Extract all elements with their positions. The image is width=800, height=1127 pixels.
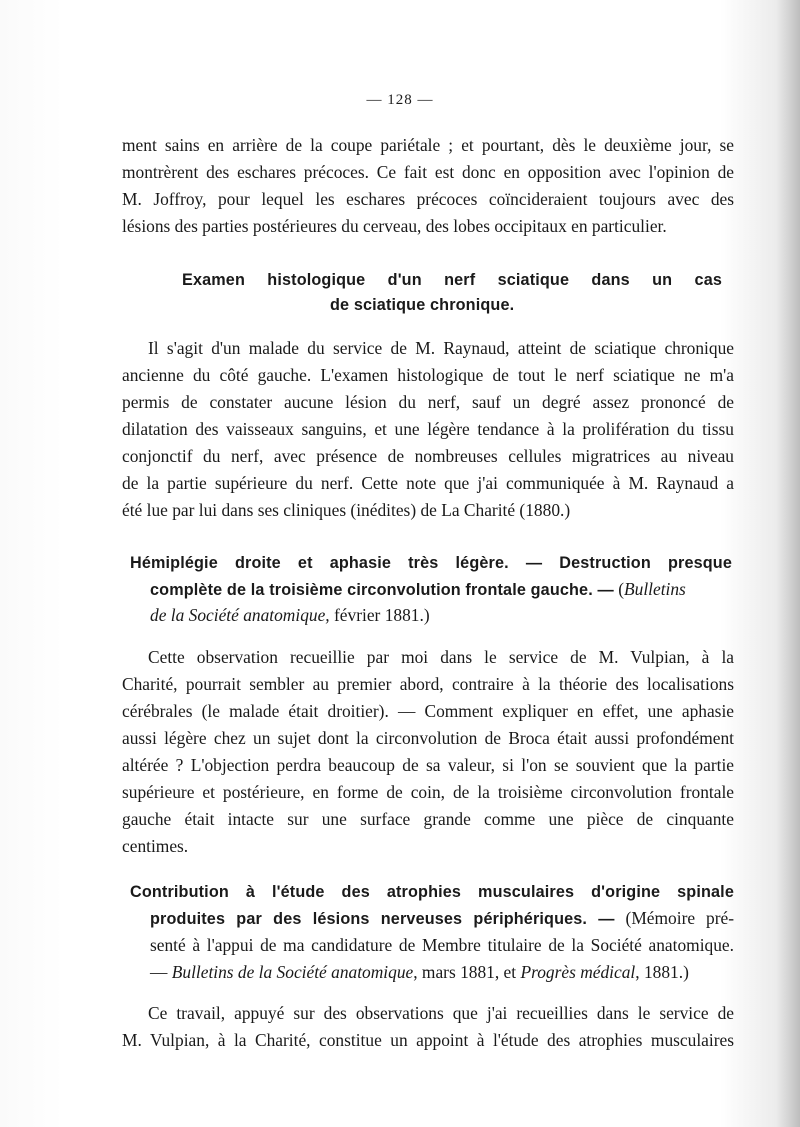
reference-text: , 1881.): [635, 962, 689, 982]
text-line: senté à l'appui de ma candidature de Membre titulaire de la Société anatomique.: [150, 935, 734, 955]
text-line: aussi légère chez un sujet dont la circonvolution de Broca était aussi profondément: [122, 728, 734, 748]
heading-bold-text: produites par des lésions nerveuses périphériques. —: [150, 910, 615, 928]
text-line: [150, 962, 689, 982]
section-heading: Examen histologique d'un nerf sciatique dans un cas: [182, 271, 722, 289]
heading-paren: (: [613, 579, 624, 599]
text-line: gauche était intacte sur une surface grande comme une pièce de cinquante: [122, 809, 734, 829]
journal-reference: Bulletins: [624, 579, 686, 599]
journal-reference: Bulletins de la Société anatomique: [171, 962, 414, 982]
heading-rest: (Mémoire pré-: [614, 908, 734, 928]
section-heading: de sciatique chronique.: [330, 296, 515, 314]
text-line: dilatation des vaisseaux sanguins, et une légère tendance à la prolifération du tissu: [122, 419, 734, 439]
section-heading: [150, 908, 734, 929]
text-line: supérieure et postérieure, en forme de coin, de la troisième circonvolution frontale: [122, 782, 734, 802]
text-line: conjonctif du nerf, avec présence de nombreuses cellules migratrices au niveau: [122, 446, 734, 466]
journal-reference: Progrès médical: [520, 962, 636, 982]
text-line: lésions des parties postérieures du cerveau, des lobes occipitaux en particulier.: [122, 216, 667, 236]
text-line: Ce travail, appuyé sur des observations que j'ai recueillies dans le service de: [148, 1003, 734, 1023]
reference-text: , mars 1881, et: [413, 962, 521, 982]
dash: —: [150, 962, 172, 982]
section-heading: Contribution à l'étude des atrophies musculaires d'origine spinale: [130, 883, 734, 901]
text-line: Il s'agit d'un malade du service de M. Raynaud, atteint de sciatique chronique: [148, 338, 734, 358]
text-line: de la partie supérieure du nerf. Cette note que j'ai communiquée à M. Raynaud a: [122, 473, 734, 493]
text-line: montrèrent des eschares précoces. Ce fait est donc en opposition avec l'opinion de: [122, 162, 734, 182]
text-line: été lue par lui dans ses cliniques (inédites) de La Charité (1880.): [122, 500, 571, 520]
section-heading: Hémiplégie droite et aphasie très légère. — Destruction presque: [130, 554, 732, 572]
text-line: Cette observation recueillie par moi dans le service de M. Vulpian, à la: [148, 647, 734, 667]
page-number: — 128 —: [366, 92, 434, 108]
text-line: centimes.: [122, 836, 189, 856]
text-line: ancienne du côté gauche. L'examen histologique de tout le nerf sciatique ne m'a: [122, 365, 734, 385]
text-line: ment sains en arrière de la coupe pariétale ; et pourtant, dès le deuxième jour, se: [122, 135, 734, 155]
heading-bold-text: complète de la troisième circonvolution frontale gauche. —: [150, 581, 614, 599]
text-line: M. Vulpian, à la Charité, constitue un appoint à l'étude des atrophies musculaires: [122, 1030, 734, 1050]
text-line: Charité, pourrait sembler au premier abord, contraire à la théorie des localisations: [122, 674, 734, 694]
text-line: M. Joffroy, pour lequel les eschares précoces coïncideraient toujours avec des: [122, 189, 734, 209]
publication-date: février 1881.): [329, 605, 430, 625]
text-line: cérébrales (le malade était droitier). — Comment expliquer en effet, une aphasie: [122, 701, 734, 721]
journal-reference: de la Société anatomique,: [150, 605, 330, 625]
text-line: [150, 605, 430, 625]
text-line: permis de constater aucune lésion du nerf, sauf un degré assez prononcé de: [122, 392, 734, 412]
text-line: altérée ? L'objection perdra beaucoup de sa valeur, si l'on se souvient que la partie: [122, 755, 734, 775]
section-heading: [150, 579, 686, 600]
